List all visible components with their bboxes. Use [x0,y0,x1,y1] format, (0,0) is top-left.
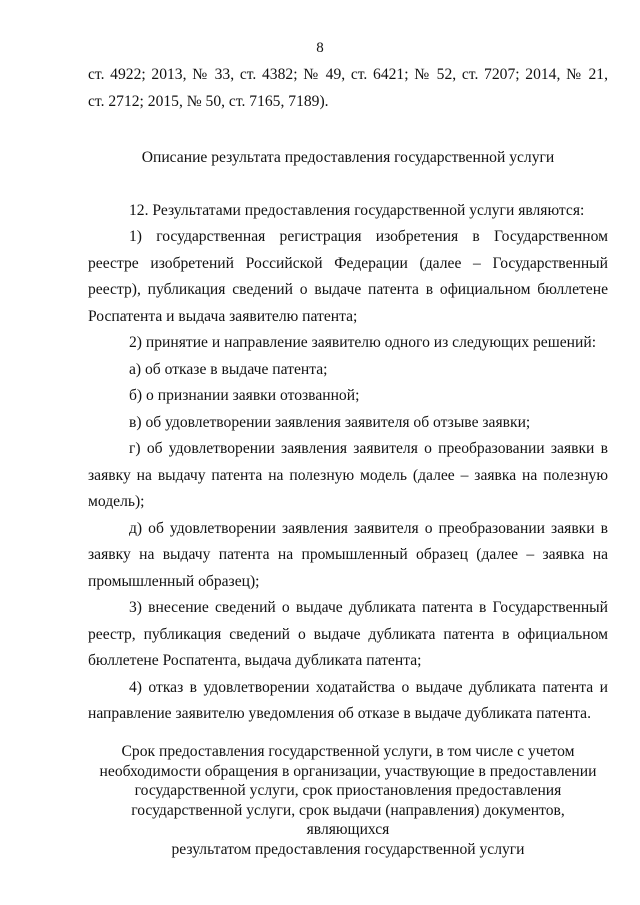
page-number: 8 [316,40,324,56]
document-body [88,62,608,728]
paragraph-item-1: 1) государственная регистрация изобретения в Государственном реестре изобретений Российской Федерации (далее – Государственный реестр), публикация сведений о выдаче патента в официальном бюллетене Роспатента и выдача заявителю патента; [88,228,608,325]
continuation-line-2: ст. 2712; 2015, № 50, ст. 7165, 7189). [88,92,329,110]
paragraph-item-3: 3) внесение сведений о выдаче дубликата патента в Государственный реестр, публикация сведений о выдаче дубликата патента в официальном бюллетене Роспатента, выдача дубликата патента; [88,599,608,669]
continuation-line-1: ст. 4922; 2013, № 33, ст. 4382; № 49, ст. 6421; № 52, ст. 7207; 2014, № 21, [88,66,608,83]
paragraph-item-g: г) об удовлетворении заявления заявителя о преобразовании заявки в заявку на выдачу патента на полезную модель (далее – заявка на полезную модель); [88,440,608,510]
paragraph-item-2: 2) принятие и направление заявителю одного из следующих решений: [129,334,597,351]
next-heading-line-3: государственной услуги, срок приостановления предоставления [134,782,562,799]
next-section-heading [88,742,608,859]
paragraph-item-v: в) об удовлетворении заявления заявителя об отзыве заявки; [129,413,531,431]
paragraph-item-12: 12. Результатами предоставления государственной услуги являются: [129,201,585,219]
paragraph-item-b: б) о признании заявки отозванной; [129,387,360,404]
next-heading-line-5: результатом предоставления государственной услуги [171,840,525,858]
next-heading-line-2: необходимости обращения в организации, участвующие в предоставлении [99,762,597,780]
next-heading-line-4: государственной услуги, срок выдачи (направления) документов, являющихся [131,801,565,838]
paragraph-item-d: д) об удовлетворении заявления заявителя о преобразовании заявки в заявку на выдачу патента на промышленный образец (далее – заявка на промышленный образец); [88,519,608,590]
section-heading: Описание результата предоставления государственной услуги [141,149,555,166]
next-heading-line-1: Срок предоставления государственной услуги, в том числе с учетом [121,743,575,760]
paragraph-item-a: а) об отказе в выдаче патента; [129,360,328,378]
paragraph-item-4: 4) отказ в удовлетворении ходатайства о выдаче дубликата патента и направление заявителю уведомления об отказе в выдаче дубликата патента. [88,678,608,722]
